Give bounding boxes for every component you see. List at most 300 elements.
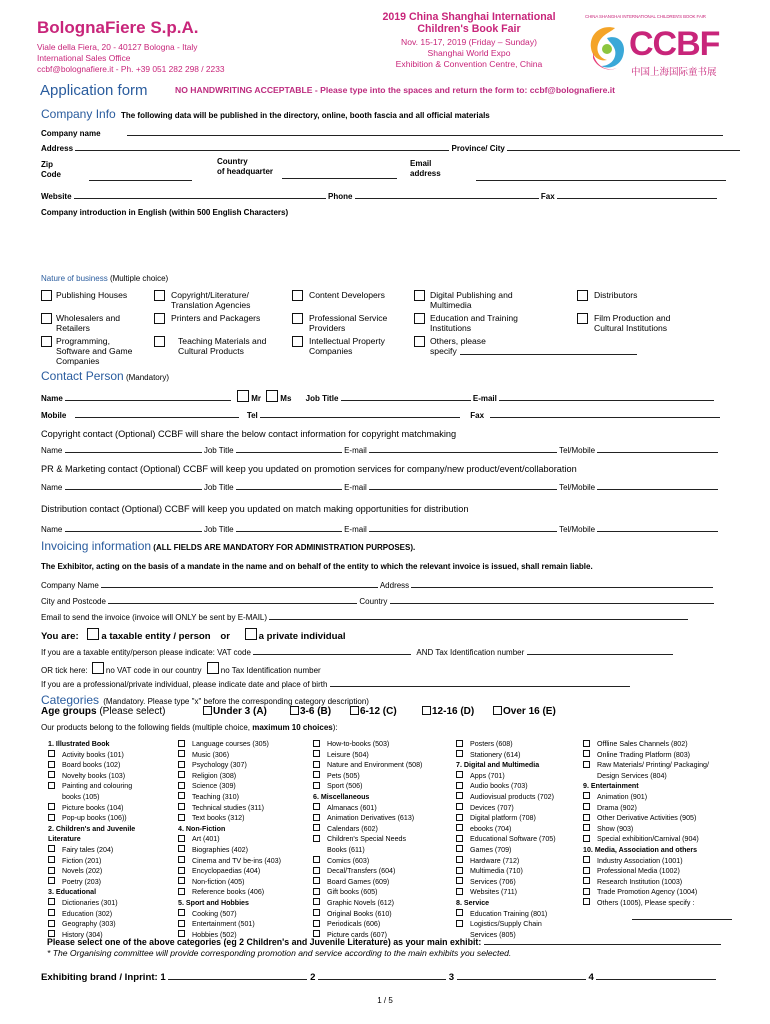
category-label: Apps (701) xyxy=(470,771,505,780)
checkbox[interactable] xyxy=(583,867,590,874)
category-option[interactable] xyxy=(178,919,306,930)
no-vat-checkbox[interactable] xyxy=(92,662,104,674)
checkbox[interactable] xyxy=(48,845,55,852)
category-option[interactable] xyxy=(313,856,451,867)
invoice-country-field[interactable] xyxy=(390,596,714,604)
checkbox[interactable] xyxy=(313,824,320,831)
category-option[interactable] xyxy=(583,866,733,877)
taxable-checkbox[interactable] xyxy=(87,628,99,640)
option-label: Teaching Materials and Cultural Products xyxy=(178,336,267,356)
category-option[interactable] xyxy=(313,909,451,920)
checkbox[interactable] xyxy=(313,920,320,927)
checkbox[interactable] xyxy=(493,706,502,715)
nature-option[interactable] xyxy=(292,290,402,300)
checkbox[interactable] xyxy=(456,740,463,747)
checkbox[interactable] xyxy=(350,706,359,715)
category-option[interactable] xyxy=(456,750,584,761)
checkbox[interactable] xyxy=(456,750,463,757)
category-option[interactable] xyxy=(456,909,584,920)
checkbox[interactable] xyxy=(154,336,165,347)
checkbox[interactable] xyxy=(422,706,431,715)
category-group-heading: 6. Miscellaneous xyxy=(313,792,370,801)
nature-option[interactable] xyxy=(154,313,284,323)
checkbox[interactable] xyxy=(48,750,55,757)
field-label: 4 xyxy=(588,972,594,983)
logo-top-text: CHINA SHANGHAI INTERNATIONAL CHILDREN'S BOOK FAIR xyxy=(585,14,706,19)
province-city-field[interactable] xyxy=(507,143,740,151)
category-option[interactable] xyxy=(456,739,584,750)
checkbox[interactable] xyxy=(583,792,590,799)
checkbox[interactable] xyxy=(292,290,303,301)
field-label: OR tick here: xyxy=(41,666,88,675)
category-option[interactable] xyxy=(583,813,733,824)
fair-venue: Exhibition & Convention Centre, China xyxy=(395,59,543,69)
checkbox[interactable] xyxy=(583,740,590,747)
field-label: Ms xyxy=(280,394,292,403)
category-option[interactable] xyxy=(456,866,584,877)
category-label: Poetry (203) xyxy=(62,877,102,886)
checkbox[interactable] xyxy=(48,867,55,874)
checkbox[interactable] xyxy=(48,898,55,905)
dist-name-field[interactable] xyxy=(65,524,202,532)
invoice-email-field[interactable] xyxy=(269,612,688,620)
checkbox[interactable] xyxy=(583,761,590,768)
checkbox[interactable] xyxy=(456,909,463,916)
field-label: Country xyxy=(217,157,248,166)
checkbox[interactable] xyxy=(583,824,590,831)
category-label: Almanacs (601) xyxy=(327,803,377,812)
category-label: Animation (901) xyxy=(597,792,648,801)
checkbox[interactable] xyxy=(178,771,185,778)
category-option[interactable] xyxy=(48,866,166,877)
private-checkbox[interactable] xyxy=(245,628,257,640)
checkbox[interactable] xyxy=(456,782,463,789)
checkbox[interactable] xyxy=(48,920,55,927)
mr-checkbox[interactable] xyxy=(237,390,249,402)
category-option[interactable] xyxy=(313,887,451,898)
checkbox[interactable] xyxy=(178,740,185,747)
category-group-heading: 10. Media, Association and others xyxy=(583,845,698,854)
checkbox[interactable] xyxy=(203,706,212,715)
age-option[interactable] xyxy=(203,706,267,717)
age-option[interactable] xyxy=(422,706,474,717)
category-label: Sport (506) xyxy=(327,782,363,791)
category-label: History (304) xyxy=(62,930,103,939)
checkbox[interactable] xyxy=(313,761,320,768)
checkbox[interactable] xyxy=(456,867,463,874)
category-option[interactable] xyxy=(313,919,451,930)
category-option[interactable] xyxy=(178,887,306,898)
field-label: Job Title xyxy=(305,394,339,403)
category-option[interactable] xyxy=(48,909,166,920)
checkbox[interactable] xyxy=(456,888,463,895)
category-option[interactable] xyxy=(583,750,733,761)
checkbox[interactable] xyxy=(313,782,320,789)
category-option[interactable] xyxy=(48,845,166,856)
others-specify-field[interactable] xyxy=(460,347,637,355)
pr-name-field[interactable] xyxy=(65,482,202,490)
you-are-row xyxy=(41,628,346,642)
address-field[interactable] xyxy=(75,143,449,151)
contact-mobile-field[interactable] xyxy=(75,410,239,418)
category-option[interactable] xyxy=(48,771,166,782)
country-label xyxy=(217,157,273,177)
nature-option[interactable] xyxy=(41,290,151,300)
checkbox[interactable] xyxy=(178,792,185,799)
category-option[interactable] xyxy=(456,792,584,803)
category-option[interactable] xyxy=(178,792,306,803)
checkbox[interactable] xyxy=(178,909,185,916)
nature-option[interactable] xyxy=(41,336,146,366)
checkbox[interactable] xyxy=(178,877,185,884)
option-label: Programming, Software and Game Companies xyxy=(56,336,133,366)
copyright-name-field[interactable] xyxy=(65,445,202,453)
checkbox[interactable] xyxy=(154,290,165,301)
checkbox[interactable] xyxy=(178,761,185,768)
pr-contact-row xyxy=(41,482,718,492)
main-exhibit-field[interactable] xyxy=(484,937,721,945)
option-label: Professional Service Providers xyxy=(309,313,388,333)
note-bold: maximum 10 choices xyxy=(252,723,333,732)
checkbox[interactable] xyxy=(48,877,55,884)
company-name-field[interactable] xyxy=(127,128,723,136)
category-option[interactable] xyxy=(456,803,584,814)
option-label: Under 3 (A) xyxy=(213,706,267,717)
no-tax-checkbox[interactable] xyxy=(207,662,219,674)
field-label: Company Name xyxy=(41,581,99,590)
fax-field[interactable] xyxy=(557,191,717,199)
category-column-1 xyxy=(48,739,166,940)
invoice-city-field[interactable] xyxy=(108,596,357,604)
checkbox[interactable] xyxy=(313,835,320,842)
checkbox[interactable] xyxy=(292,313,303,324)
brand-field-3[interactable] xyxy=(457,972,586,980)
nature-option[interactable] xyxy=(154,290,274,310)
dist-job-field[interactable] xyxy=(236,524,342,532)
brand-field-1[interactable] xyxy=(168,972,307,980)
country-field[interactable] xyxy=(282,171,397,179)
category-column-3 xyxy=(313,739,451,940)
category-option[interactable] xyxy=(456,813,584,824)
category-label: Other Derivative Activities (905) xyxy=(597,814,697,823)
category-option[interactable] xyxy=(178,760,306,771)
age-option[interactable] xyxy=(290,706,331,717)
category-label: Picture books (104) xyxy=(62,803,124,812)
section-title: Company Info xyxy=(41,107,116,121)
category-label: Leisure (504) xyxy=(327,750,369,759)
pr-email-field[interactable] xyxy=(369,482,557,490)
company-intro-field[interactable] xyxy=(41,220,726,270)
checkbox[interactable] xyxy=(292,336,303,347)
category-label: Audio books (703) xyxy=(470,782,528,791)
checkbox[interactable] xyxy=(313,909,320,916)
checkbox[interactable] xyxy=(456,814,463,821)
nature-option[interactable] xyxy=(414,313,544,333)
category-option[interactable] xyxy=(583,803,733,814)
category-option[interactable] xyxy=(583,898,733,909)
category-option[interactable] xyxy=(313,866,451,877)
category-option[interactable] xyxy=(178,845,306,856)
checkbox[interactable] xyxy=(290,706,299,715)
checkbox[interactable] xyxy=(48,761,55,768)
field-label: Phone xyxy=(328,192,353,201)
checkbox[interactable] xyxy=(48,814,55,821)
nature-option[interactable] xyxy=(41,313,141,333)
checkbox[interactable] xyxy=(313,888,320,895)
category-option[interactable] xyxy=(456,834,584,845)
field-label: Job Title xyxy=(203,446,234,455)
checkbox[interactable] xyxy=(48,856,55,863)
birth-field[interactable] xyxy=(330,679,630,687)
checkbox[interactable] xyxy=(583,888,590,895)
contact-name-field[interactable] xyxy=(65,393,231,401)
category-option[interactable] xyxy=(48,803,166,814)
category-option[interactable] xyxy=(48,813,166,824)
category-group-heading: 1. Illustrated Book xyxy=(48,740,110,748)
category-label: Digital platform (708) xyxy=(470,814,536,823)
checkbox[interactable] xyxy=(313,750,320,757)
category-option[interactable] xyxy=(178,813,306,824)
copyright-email-field[interactable] xyxy=(369,445,557,453)
copyright-job-field[interactable] xyxy=(236,445,342,453)
age-option[interactable] xyxy=(350,706,397,717)
checkbox[interactable] xyxy=(178,856,185,863)
contact-fax-field[interactable] xyxy=(490,410,720,418)
category-option[interactable] xyxy=(313,803,451,814)
category-option[interactable] xyxy=(583,739,733,750)
category-option[interactable] xyxy=(178,856,306,867)
checkbox[interactable] xyxy=(414,290,425,301)
option-label: 6-12 (C) xyxy=(360,706,397,717)
category-column-5 xyxy=(583,739,733,909)
invoice-company-field[interactable] xyxy=(101,580,378,588)
category-label: Nature and Environment (508) xyxy=(327,761,423,770)
category-label: Trade Promotion Agency (1004) xyxy=(597,888,698,897)
checkbox[interactable] xyxy=(414,336,425,347)
checkbox[interactable] xyxy=(178,845,185,852)
checkbox[interactable] xyxy=(41,336,52,347)
categories-heading xyxy=(41,693,369,707)
category-option[interactable] xyxy=(178,771,306,782)
category-option[interactable] xyxy=(313,771,451,782)
category-option[interactable] xyxy=(313,813,451,824)
category-option[interactable] xyxy=(456,771,584,782)
category-option[interactable] xyxy=(313,877,451,888)
category-option[interactable] xyxy=(178,803,306,814)
category-option[interactable] xyxy=(178,866,306,877)
category-label: Art (401) xyxy=(192,835,220,844)
category-label: Education Training (801) xyxy=(470,909,548,918)
others-specify-field[interactable] xyxy=(632,912,732,920)
category-option[interactable] xyxy=(48,919,166,930)
checkbox[interactable] xyxy=(313,740,320,747)
category-option[interactable] xyxy=(313,739,451,750)
category-option[interactable] xyxy=(583,834,733,845)
checkbox[interactable] xyxy=(414,313,425,324)
checkbox[interactable] xyxy=(178,814,185,821)
category-option[interactable] xyxy=(583,824,733,835)
checkbox[interactable] xyxy=(583,803,590,810)
address-line: Viale della Fiera, 20 - 40127 Bologna - Italy xyxy=(37,42,198,52)
category-label: How-to-books (503) xyxy=(327,740,390,748)
category-option[interactable] xyxy=(178,909,306,920)
invoicing-heading xyxy=(41,539,415,553)
checkbox[interactable] xyxy=(456,824,463,831)
category-option[interactable] xyxy=(48,750,166,761)
category-option[interactable] xyxy=(456,845,584,856)
checkbox[interactable] xyxy=(313,856,320,863)
pr-tel-field[interactable] xyxy=(597,482,718,490)
checkbox[interactable] xyxy=(154,313,165,324)
checkbox[interactable] xyxy=(178,888,185,895)
category-option[interactable] xyxy=(456,824,584,835)
checkbox[interactable] xyxy=(456,856,463,863)
category-label: Teaching (310) xyxy=(192,792,239,801)
checkbox[interactable] xyxy=(178,920,185,927)
contact-tel-field[interactable] xyxy=(260,410,460,418)
invoice-address-field[interactable] xyxy=(411,580,713,588)
nature-option[interactable] xyxy=(414,290,539,310)
category-option[interactable] xyxy=(48,781,166,792)
brand-field-4[interactable] xyxy=(596,972,716,980)
category-option[interactable] xyxy=(583,760,733,771)
category-option[interactable] xyxy=(178,781,306,792)
checkbox[interactable] xyxy=(456,920,463,927)
pr-job-field[interactable] xyxy=(236,482,342,490)
dist-email-field[interactable] xyxy=(369,524,557,532)
category-option[interactable] xyxy=(48,760,166,771)
checkbox[interactable] xyxy=(583,898,590,905)
vat-field[interactable] xyxy=(253,647,411,655)
category-group-heading: 7. Digital and Multimedia xyxy=(456,761,540,770)
category-option[interactable] xyxy=(48,877,166,888)
category-option[interactable] xyxy=(178,739,306,750)
category-option[interactable] xyxy=(48,898,166,909)
checkbox[interactable] xyxy=(456,771,463,778)
contact-email-field[interactable] xyxy=(499,393,714,401)
nature-option[interactable] xyxy=(154,336,284,356)
checkbox[interactable] xyxy=(178,782,185,789)
nature-option[interactable] xyxy=(577,313,697,333)
ms-checkbox[interactable] xyxy=(266,390,278,402)
category-label: Encyclopaedias (404) xyxy=(192,867,261,876)
section-note: The following data will be published in the directory, online, booth fascia and all official materials xyxy=(120,111,490,120)
checkbox[interactable] xyxy=(41,313,52,324)
category-option[interactable] xyxy=(583,792,733,803)
checkbox[interactable] xyxy=(577,290,588,301)
checkbox[interactable] xyxy=(41,290,52,301)
invoice-city-row xyxy=(41,596,714,606)
dist-tel-field[interactable] xyxy=(597,524,718,532)
category-label: Fiction (201) xyxy=(62,856,102,865)
category-label: Periodicals (606) xyxy=(327,920,381,929)
checkbox[interactable] xyxy=(48,782,55,789)
checkbox[interactable] xyxy=(313,867,320,874)
email-field[interactable] xyxy=(476,173,726,181)
checkbox[interactable] xyxy=(178,803,185,810)
page-number: 1 / 5 xyxy=(377,996,393,1005)
category-option[interactable] xyxy=(583,887,733,898)
category-label: Cinema and TV be-ins (403) xyxy=(192,856,281,865)
fair-venue: Shanghai World Expo xyxy=(427,48,511,58)
category-option[interactable] xyxy=(456,856,584,867)
checkbox[interactable] xyxy=(583,750,590,757)
checkbox[interactable] xyxy=(313,803,320,810)
checkbox[interactable] xyxy=(178,750,185,757)
checkbox[interactable] xyxy=(48,803,55,810)
checkbox[interactable] xyxy=(583,835,590,842)
checkbox[interactable] xyxy=(48,771,55,778)
checkbox[interactable] xyxy=(456,845,463,852)
checkbox[interactable] xyxy=(583,877,590,884)
category-option[interactable] xyxy=(313,824,451,835)
category-option[interactable] xyxy=(313,834,451,845)
phone-field[interactable] xyxy=(355,191,539,199)
checkbox[interactable] xyxy=(313,814,320,821)
contact-job-field[interactable] xyxy=(341,393,471,401)
category-option[interactable] xyxy=(48,856,166,867)
category-option[interactable] xyxy=(583,856,733,867)
category-label: Pop-up books (106)) xyxy=(62,814,127,823)
main-exhibit-note: * The Organising committee will provide corresponding promotion and service according to the main exhibits you selected. xyxy=(47,948,512,958)
copyright-tel-field[interactable] xyxy=(597,445,718,453)
age-groups-note: (Please select) xyxy=(99,706,166,717)
checkbox[interactable] xyxy=(313,771,320,778)
website-field[interactable] xyxy=(74,191,326,199)
checkbox[interactable] xyxy=(178,867,185,874)
nature-option[interactable] xyxy=(292,313,402,333)
category-option[interactable] xyxy=(313,898,451,909)
tax-id-field[interactable] xyxy=(527,647,673,655)
brand-field-2[interactable] xyxy=(318,972,446,980)
category-label: Comics (603) xyxy=(327,856,370,865)
checkbox[interactable] xyxy=(456,877,463,884)
category-option[interactable] xyxy=(178,877,306,888)
category-option[interactable] xyxy=(313,750,451,761)
category-option[interactable] xyxy=(583,877,733,888)
checkbox[interactable] xyxy=(456,792,463,799)
category-label: Hobbies (502) xyxy=(192,930,237,939)
nature-option[interactable] xyxy=(292,336,407,356)
checkbox[interactable] xyxy=(456,803,463,810)
checkbox[interactable] xyxy=(583,856,590,863)
checkbox[interactable] xyxy=(48,909,55,916)
zip-field[interactable] xyxy=(89,173,192,181)
checkbox[interactable] xyxy=(313,898,320,905)
checkbox[interactable] xyxy=(583,814,590,821)
distribution-contact-heading: Distribution contact (Optional) CCBF will keep you updated on match making opportunities for distribution xyxy=(41,504,469,514)
invoice-company-row xyxy=(41,580,713,590)
checkbox[interactable] xyxy=(577,313,588,324)
category-option[interactable] xyxy=(456,877,584,888)
category-option[interactable] xyxy=(313,760,451,771)
checkbox[interactable] xyxy=(178,835,185,842)
checkbox[interactable] xyxy=(313,877,320,884)
category-option[interactable] xyxy=(313,781,451,792)
checkbox[interactable] xyxy=(456,835,463,842)
category-option[interactable] xyxy=(456,887,584,898)
option-label: Distributors xyxy=(594,290,638,300)
nature-option[interactable] xyxy=(577,290,697,300)
category-option[interactable] xyxy=(456,781,584,792)
category-option[interactable] xyxy=(456,919,584,930)
field-label: Company name xyxy=(41,129,101,138)
category-option[interactable] xyxy=(178,750,306,761)
category-label: Others (1005), Please specify : xyxy=(597,898,695,907)
copyright-contact-row xyxy=(41,445,718,455)
category-option[interactable] xyxy=(178,834,306,845)
age-option[interactable] xyxy=(493,706,556,717)
